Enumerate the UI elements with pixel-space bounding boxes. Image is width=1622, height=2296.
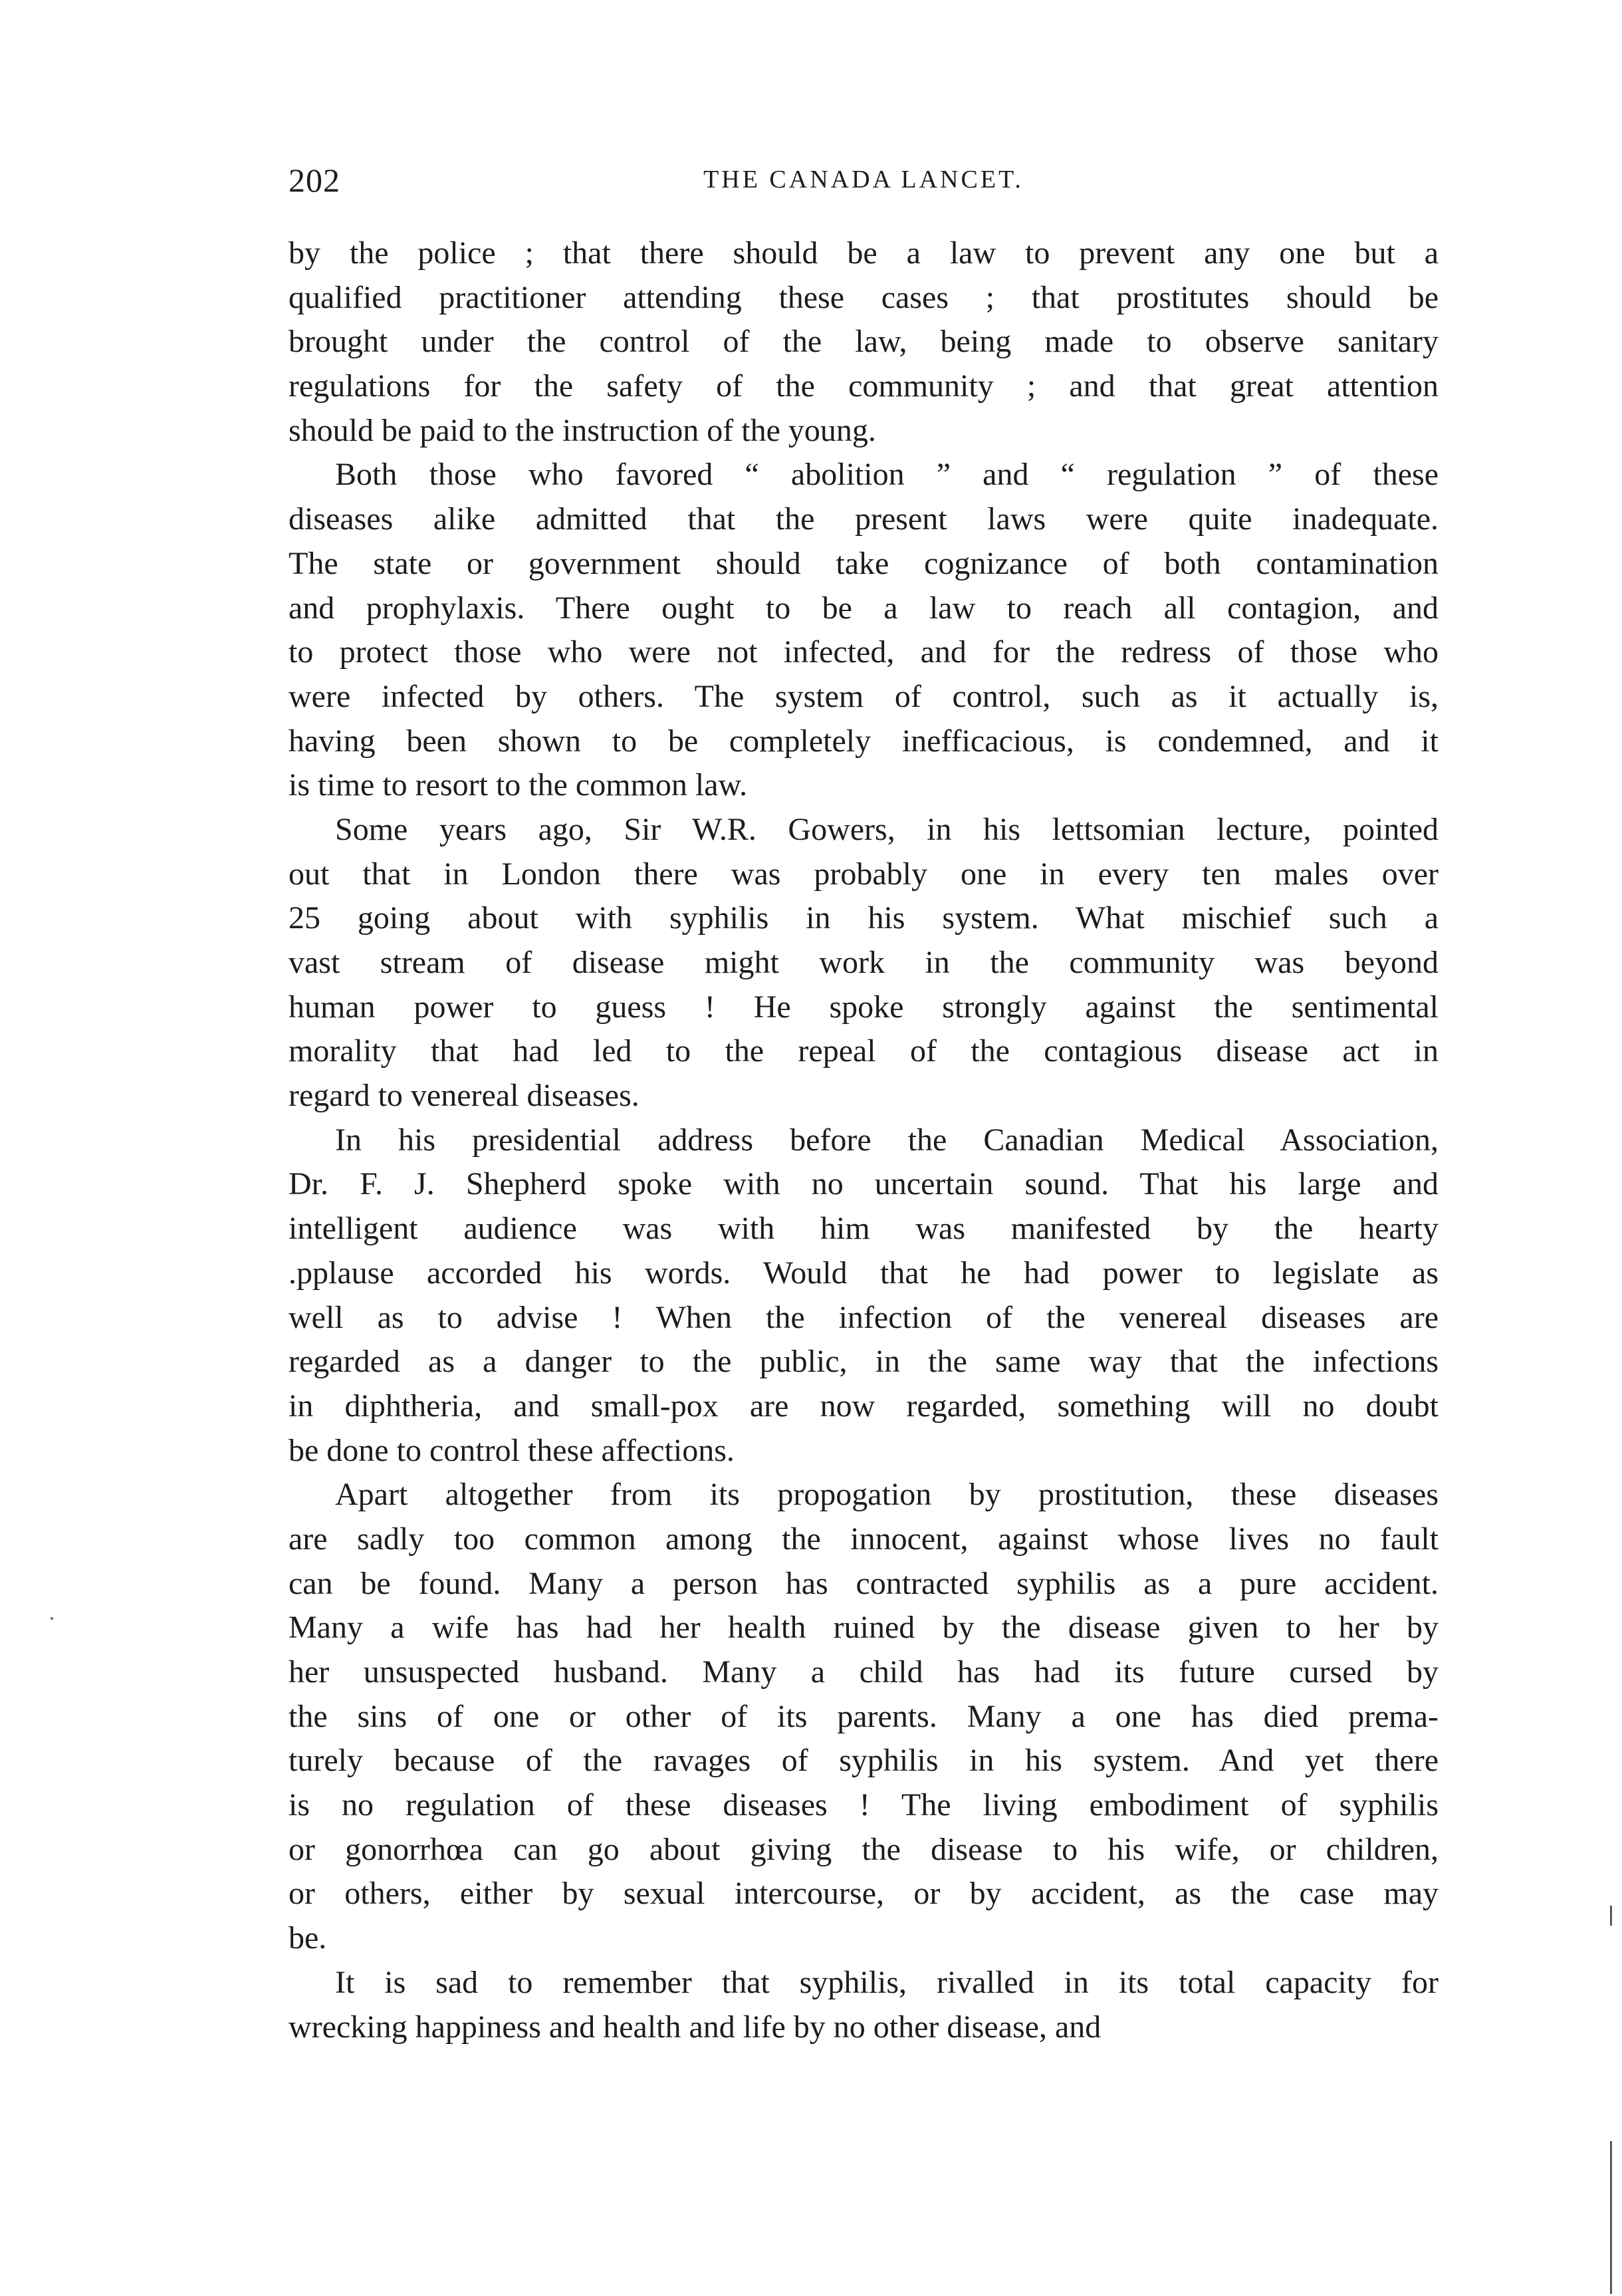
text-line: intelligent audience was with him was manifested by the hearty [289, 1211, 1439, 1247]
article-body [289, 231, 1439, 2049]
text-line: Both those who favored “ abolition ” and “ regulation ” of these [335, 457, 1439, 493]
text-line: to protect those who were not infected, and for the redress of those who [289, 634, 1439, 670]
text-line: Some years ago, Sir W.R. Gowers, in his lettsomian lecture, pointed [335, 811, 1439, 847]
text-line: regulations for the safety of the community ; and that great attention [289, 368, 1439, 404]
text-line: are sadly too common among the innocent, against whose lives no fault [289, 1521, 1439, 1557]
text-line: the sins of one or other of its parents. Many a one has died prema- [289, 1698, 1439, 1734]
text-line: be done to control these affections. [289, 1432, 735, 1468]
text-line: It is sad to remember that syphilis, rivalled in its total capacity for [335, 1964, 1439, 2000]
text-line: Many a wife has had her health ruined by the disease given to her by [289, 1610, 1439, 1646]
text-line: regard to venereal diseases. [289, 1078, 639, 1114]
paragraph [289, 1961, 1439, 2049]
text-line: brought under the control of the law, being made to observe sanitary [289, 324, 1439, 360]
text-line: morality that had led to the repeal of the contagious disease act in [289, 1033, 1439, 1069]
text-line: or gonorrhœa can go about giving the disease to his wife, or children, [289, 1831, 1439, 1867]
text-line: human power to guess ! He spoke strongly against the sentimental [289, 989, 1439, 1025]
text-line: diseases alike admitted that the present laws were quite inadequate. [289, 501, 1439, 537]
text-line: should be paid to the instruction of the young. [289, 412, 876, 448]
paragraph [289, 1473, 1439, 1961]
text-line: vast stream of disease might work in the community was beyond [289, 945, 1439, 980]
text-line: by the police ; that there should be a law to prevent any one but a [289, 235, 1439, 271]
running-head [289, 161, 1439, 214]
text-line: is no regulation of these diseases ! The living embodiment of syphilis [289, 1787, 1439, 1823]
scan-speck [51, 1617, 53, 1620]
text-line: can be found. Many a person has contracted syphilis as a pure accident. [289, 1565, 1439, 1601]
scan-margin-mark [1610, 2141, 1612, 2294]
text-line: were infected by others. The system of control, such as it actually is, [289, 678, 1439, 714]
page-number: 202 [289, 162, 340, 199]
text-line: out that in London there was probably one in every ten males over [289, 856, 1439, 892]
text-line: well as to advise ! When the infection of the venereal diseases are [289, 1299, 1439, 1335]
text-line: regarded as a danger to the public, in the same way that the infections [289, 1344, 1439, 1380]
text-line: In his presidential address before the Canadian Medical Association, [335, 1122, 1439, 1158]
text-line: or others, either by sexual intercourse, or by accident, as the case may [289, 1876, 1439, 1912]
scan-margin-mark [1610, 1906, 1612, 1926]
text-line: Dr. F. J. Shepherd spoke with no uncertain sound. That his large and [289, 1166, 1439, 1202]
paragraph [289, 808, 1439, 1118]
text-line: her unsuspected husband. Many a child has had its future cursed by [289, 1654, 1439, 1690]
text-line: The state or government should take cognizance of both contamination [289, 545, 1439, 581]
text-line: in diphtheria, and small-pox are now regarded, something will no doubt [289, 1388, 1439, 1424]
text-line: 25 going about with syphilis in his system. What mischief such a [289, 900, 1439, 936]
paragraph [289, 231, 1439, 453]
paragraph [289, 453, 1439, 808]
text-line: qualified practitioner attending these cases ; that prostitutes should be [289, 279, 1439, 315]
paragraph [289, 1118, 1439, 1473]
text-line: be. [289, 1920, 327, 1956]
text-line: turely because of the ravages of syphilis in his system. And yet there [289, 1743, 1439, 1779]
text-line: Apart altogether from its propogation by prostitution, these diseases [335, 1477, 1439, 1513]
text-line: and prophylaxis. There ought to be a law to reach all contagion, and [289, 590, 1439, 626]
text-line: wrecking happiness and health and life by no other disease, and [289, 2009, 1101, 2045]
text-line: having been shown to be completely inefficacious, is condemned, and it [289, 723, 1439, 759]
journal-title: THE CANADA LANCET. [703, 166, 1024, 193]
text-line: is time to resort to the common law. [289, 767, 748, 803]
text-line: .pplause accorded his words. Would that he had power to legislate as [289, 1255, 1439, 1291]
